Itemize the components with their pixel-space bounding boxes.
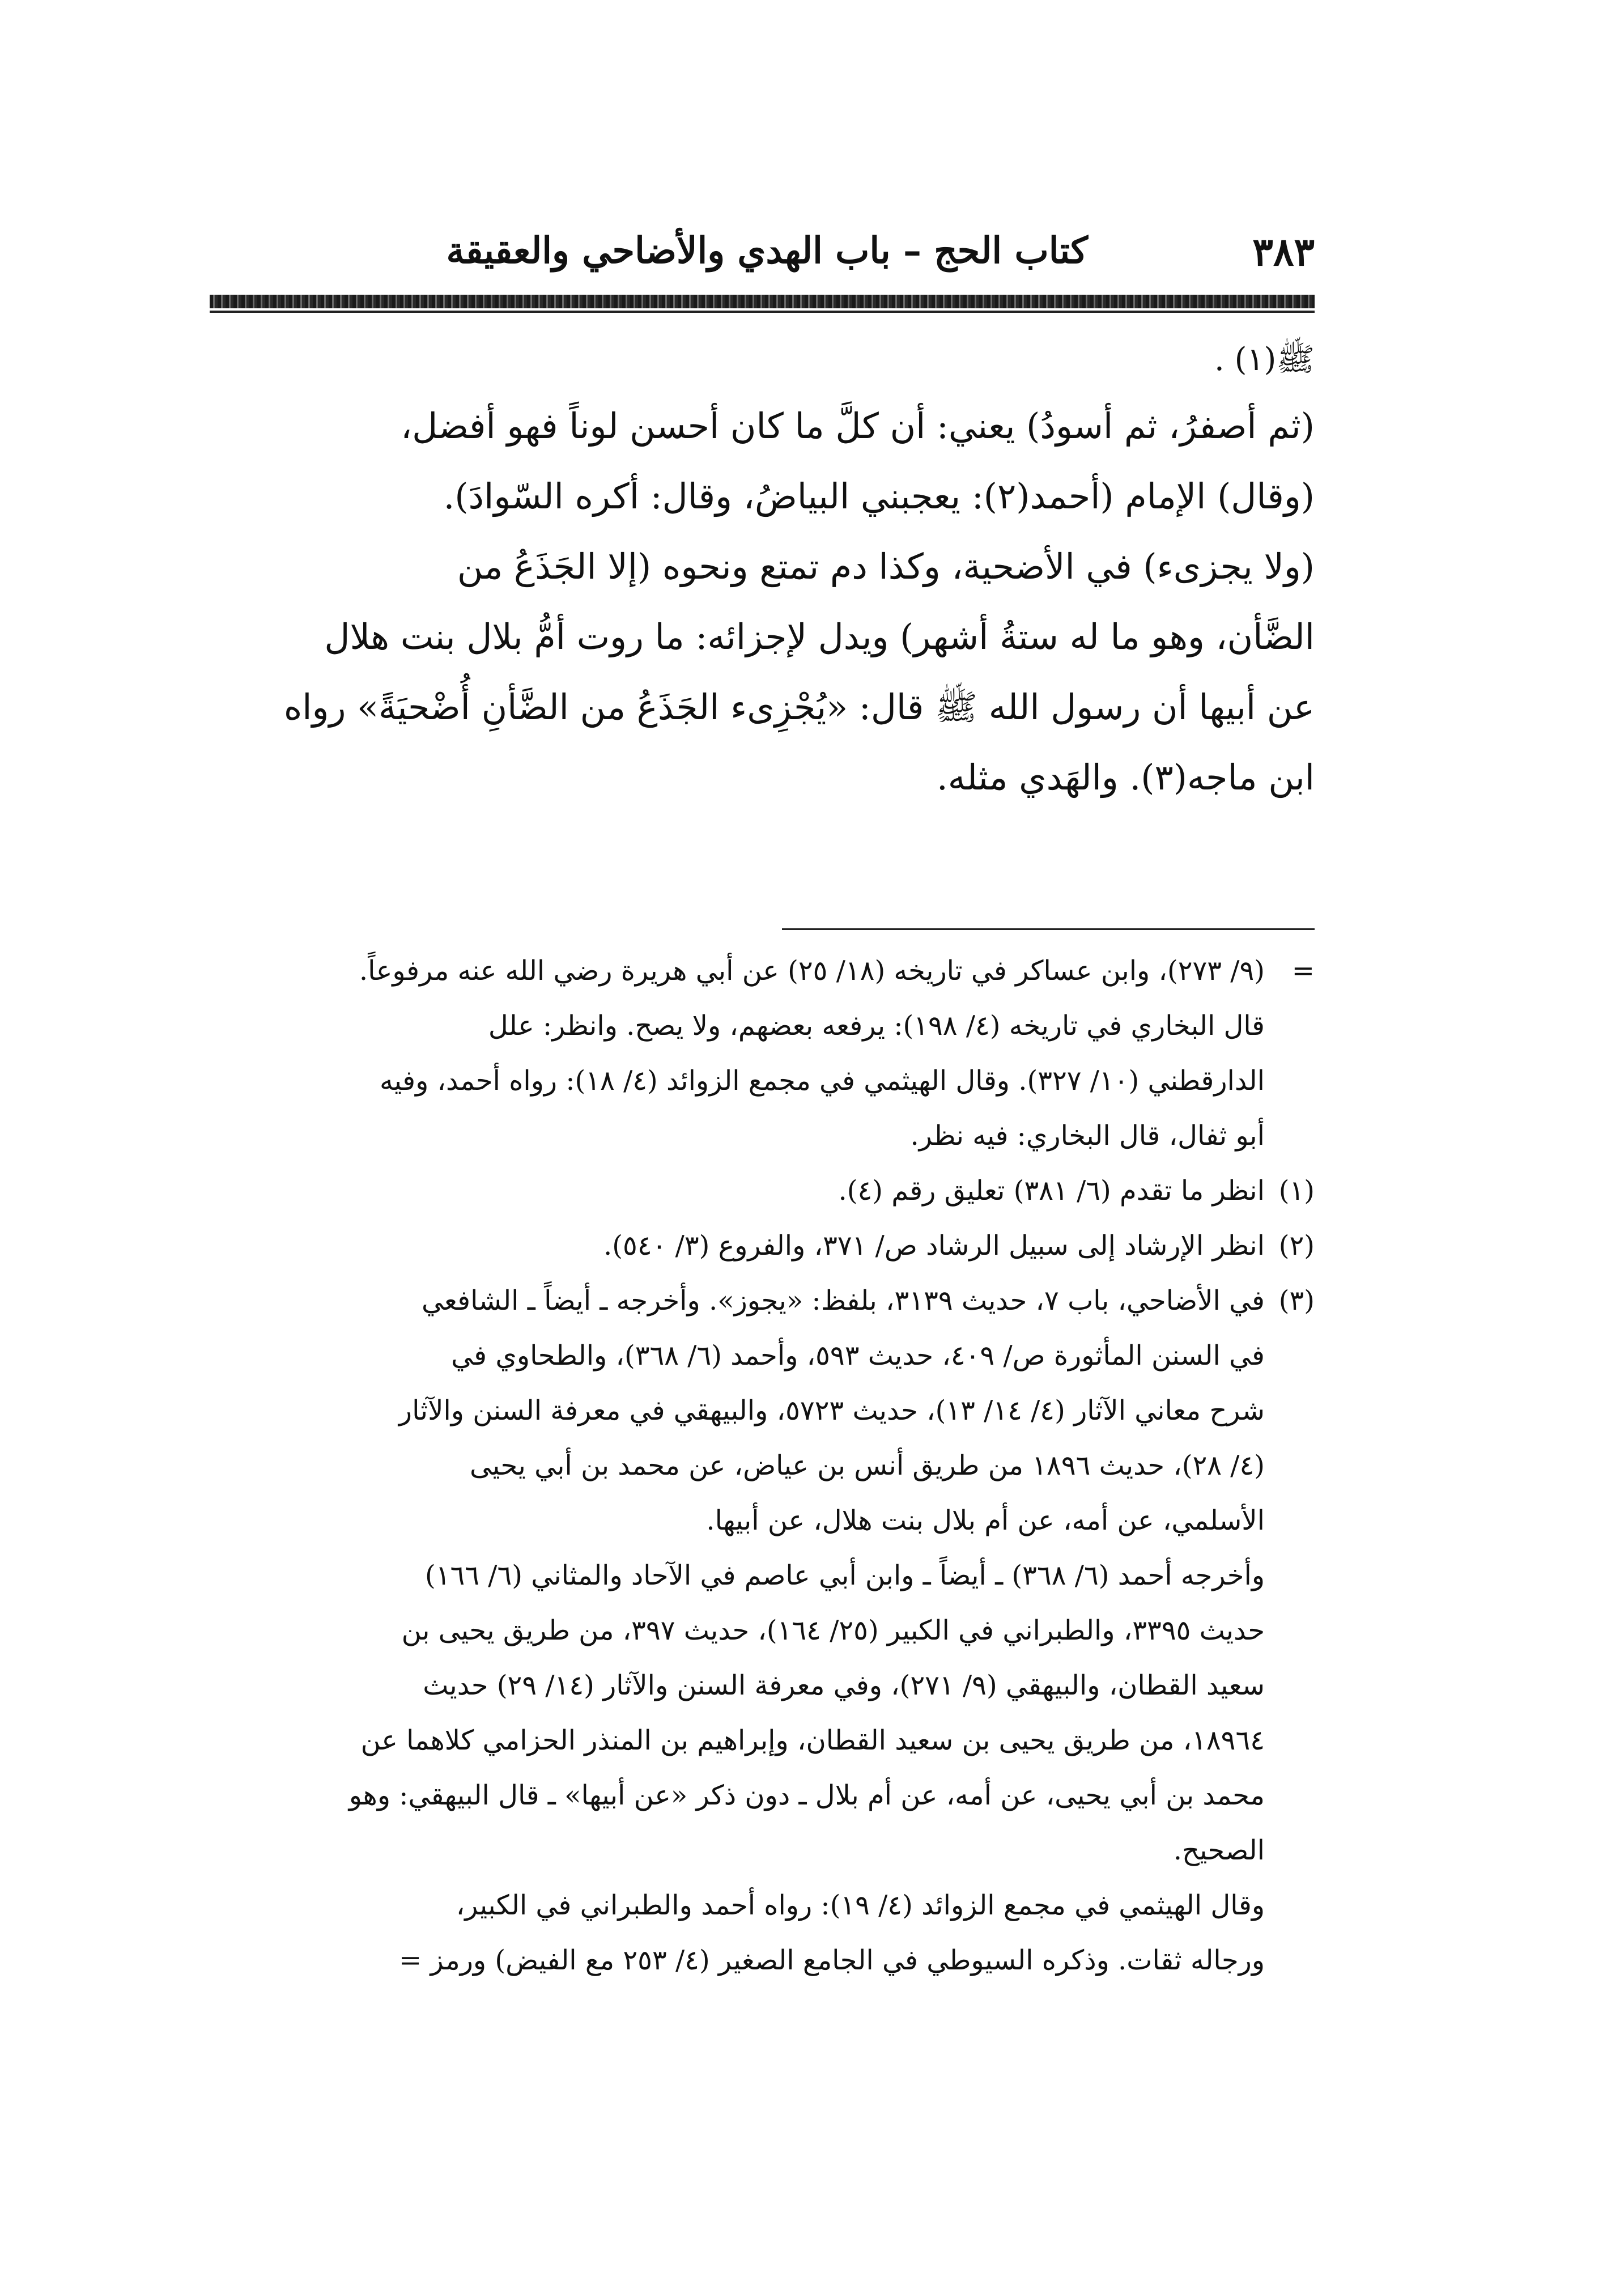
- footnote-line: الدارقطني (١٠/ ٣٢٧). وقال الهيثمي في مجمع الزوائد (٤/ ١٨): رواه أحمد، وفيه: [379, 1065, 1265, 1097]
- footnote-line: في الأضاحي، باب ٧، حديث ٣١٣٩، بلفظ: «يجوز». وأخرجه ـ أيضاً ـ الشافعي: [422, 1285, 1265, 1317]
- footnote-line: انظر الإرشاد إلى سبيل الرشاد ص/ ٣٧١، والفروع (٣/ ٥٤٠).: [603, 1230, 1265, 1262]
- running-header: [210, 230, 1315, 298]
- footnote-line: شرح معاني الآثار (٤/ ١٤/ ١٣)، حديث ٥٧٢٣، والبيهقي في معرفة السنن والآثار: [398, 1395, 1265, 1426]
- main-line-1: (ثم أصفرُ، ثم أسودُ) يعني: أن كلَّ ما كان أحسن لوناً فهو أفضل،: [401, 405, 1315, 447]
- footnote-line: الأسلمي، عن أمه، عن أم بلال بنت هلال، عن أبيها.: [706, 1505, 1265, 1536]
- footnote-marker: (٢): [1278, 1230, 1315, 1262]
- footnote-line: قال البخاري في تاريخه (٤/ ١٩٨): يرفعه بعضهم، ولا يصح. وانظر: علل: [488, 1010, 1265, 1042]
- continuation-marker: =: [1291, 955, 1315, 987]
- footnote-2: [210, 1218, 1315, 1273]
- footnotes: [210, 944, 1315, 1988]
- footnote-line: ورجاله ثقات. وذكره السيوطي في الجامع الصغير (٤/ ٢٥٣ مع الفيض) ورمز =: [399, 1944, 1265, 1976]
- main-line-2: (وقال) الإمام (أحمد(٢): يعجبني البياضُ، وقال: أكره السّوادَ).: [443, 475, 1315, 517]
- footnote-line: وقال الهيثمي في مجمع الزوائد (٤/ ١٩): رواه أحمد والطبراني في الكبير،: [456, 1889, 1265, 1921]
- footnote-marker: (٣): [1278, 1285, 1315, 1317]
- main-line-6: ابن ماجه(٣). والهَدي مثله.: [937, 757, 1315, 798]
- footnote-separator: [782, 928, 1315, 930]
- footnote-line: ١٨٩٦٤، من طريق يحيى بن سعيد القطان، وإبراهيم بن المنذر الحزامي كلاهما عن: [360, 1725, 1265, 1756]
- header-rule-thin: [210, 311, 1315, 313]
- header-rule: [210, 295, 1315, 308]
- main-line-4: الضَّأن، وهو ما له ستةُ أشهر) ويدل لإجزائه: ما روت أمُّ بلال بنت هلال: [324, 616, 1315, 657]
- footnote-marker: (١): [1278, 1175, 1315, 1207]
- page-number: ٣٨٣: [1252, 230, 1315, 275]
- footnote-line: (٤/ ٢٨)، حديث ١٨٩٦ من طريق أنس بن عياض، عن محمد بن أبي يحيى: [470, 1450, 1265, 1481]
- footnote-continuation: [210, 944, 1315, 1164]
- footnote-line: حديث ٣٣٩٥، والطبراني في الكبير (٢٥/ ١٦٤)، حديث ٣٩٧، من طريق يحيى بن: [401, 1615, 1265, 1646]
- footnote-line: الصحيح.: [1173, 1835, 1265, 1866]
- footnote-line: انظر ما تقدم (٦/ ٣٨١) تعليق رقم (٤).: [838, 1175, 1265, 1207]
- footnote-line: (٩/ ٢٧٣)، وابن عساكر في تاريخه (١٨/ ٢٥) عن أبي هريرة رضي الله عنه مرفوعاً.: [359, 955, 1265, 987]
- footnote-line: سعيد القطان، والبيهقي (٩/ ٢٧١)، وفي معرفة السنن والآثار (١٤/ ٢٩) حديث: [423, 1670, 1265, 1701]
- main-text: [210, 329, 1315, 813]
- footnote-line: في السنن المأثورة ص/ ٤٠٩، حديث ٥٩٣، وأحمد (٦/ ٣٦٨)، والطحاوي في: [451, 1340, 1265, 1371]
- footnote-1: [210, 1164, 1315, 1218]
- footnote-line: أبو ثفال، قال البخاري: فيه نظر.: [910, 1120, 1265, 1152]
- main-line-3: (ولا يجزىء) في الأضحية، وكذا دم تمتع ونحوه (إلا الجَذَعُ من: [457, 546, 1315, 587]
- footnote-3: [210, 1273, 1315, 1988]
- footnote-line: محمد بن أبي يحيى، عن أمه، عن أم بلال ـ دون ذكر «عن أبيها» ـ قال البيهقي: وهو: [348, 1780, 1265, 1811]
- footnote-line: وأخرجه أحمد (٦/ ٣٦٨) ـ أيضاً ـ وابن أبي عاصم في الآحاد والمثاني (٦/ ١٦٦): [424, 1560, 1265, 1591]
- main-line-5: عن أبيها أن رسول الله ﷺ قال: «يُجْزِىء الجَذَعُ من الضَّأنِ أُضْحيَةً» رواه: [283, 686, 1315, 728]
- carry-over-line: ﷺ(١) .: [1214, 341, 1315, 378]
- header-title: كتاب الحج – باب الهدي والأضاحي والعقيقة: [446, 230, 1088, 272]
